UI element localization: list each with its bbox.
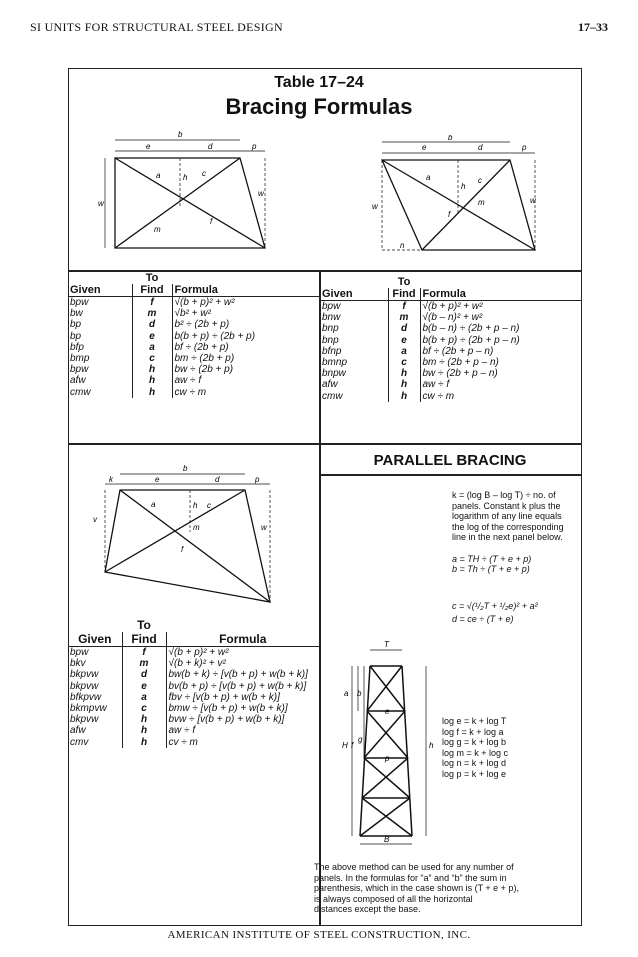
text-line: parenthesis, which in the case shown is (T + e + p), <box>314 883 519 893</box>
text-line: line in the next panel below. <box>452 532 563 542</box>
label-a: a <box>156 171 161 180</box>
cell-find: f <box>122 647 166 659</box>
col-to: To <box>137 618 151 632</box>
label-b: b <box>448 135 453 142</box>
label-n: n <box>400 241 405 250</box>
running-header: SI UNITS FOR STRUCTURAL STEEL DESIGN <box>30 20 283 34</box>
table-row <box>68 375 319 386</box>
label-w: w <box>261 523 267 532</box>
label-h: h <box>461 182 466 191</box>
label-b: b <box>357 689 362 698</box>
table-row <box>320 368 582 379</box>
cell-find: m <box>132 308 172 319</box>
cell-formula: √(b + p)² + w² <box>420 301 582 313</box>
cell-find: d <box>132 319 172 330</box>
cell-given: bpw <box>70 647 89 659</box>
cell-find: c <box>122 703 166 714</box>
table-number: Table 17–24 <box>274 74 364 91</box>
cell-find: d <box>122 669 166 680</box>
col-formula: Formula <box>420 288 582 301</box>
text-line: k = (log B – log T) ÷ no. of <box>452 490 556 500</box>
eq-b: b = Th ÷ (T + e + p) <box>452 564 530 574</box>
col-to: To <box>397 276 411 288</box>
col-formula: Formula <box>172 284 319 297</box>
cell-find: d <box>388 323 420 334</box>
parallel-bracing-title: PARALLEL BRACING <box>373 452 527 469</box>
label-a: a <box>426 173 431 182</box>
label-c: c <box>202 169 206 178</box>
cell-find: f <box>388 301 420 313</box>
label-h: h <box>429 741 434 750</box>
cell-given: bmnp <box>322 357 348 369</box>
cell-given: cmv <box>70 736 89 748</box>
label-w2: w <box>530 196 536 205</box>
cell-find: h <box>388 391 420 402</box>
label-H: H <box>342 741 348 750</box>
label-m: m <box>478 198 485 207</box>
cell-formula: √(b + p)² + w² <box>172 297 319 309</box>
text-line: distances except the base. <box>314 904 421 914</box>
label-g: g <box>358 735 363 744</box>
cell-given: bkpvw <box>70 669 99 681</box>
label-v: v <box>93 515 97 524</box>
label-a: a <box>151 500 156 509</box>
table-row <box>68 692 319 703</box>
cell-formula: √(b + p)² + w² <box>166 647 319 659</box>
table-row <box>68 658 319 669</box>
formula-table-left <box>68 272 319 398</box>
cell-given: bnp <box>322 334 339 346</box>
note-k <box>452 490 580 543</box>
table-row <box>320 379 582 390</box>
label-d: d <box>208 142 213 151</box>
table-row <box>320 323 582 334</box>
text-line: panels. Constant k plus the <box>452 500 561 511</box>
label-k: k <box>109 475 113 484</box>
rule-parallel <box>319 474 582 476</box>
cell-formula: bw(b + k) ÷ [v(b + p) + w(b + k)] <box>166 669 319 680</box>
table-row <box>68 308 319 319</box>
eq-c: c = √(¹/₂T + ¹/₂e)² + a² <box>452 601 538 611</box>
formula-table-right <box>320 276 582 402</box>
cell-formula: bmw ÷ [v(b + p) + w(b + k)] <box>166 703 319 714</box>
cell-find: e <box>388 335 420 346</box>
cell-find: h <box>132 364 172 375</box>
table-row <box>68 342 319 353</box>
cell-given: bp <box>70 319 82 331</box>
page-footer: AMERICAN INSTITUTE OF STEEL CONSTRUCTION, INC. <box>167 929 471 941</box>
cell-formula: bvw ÷ [v(b + p) + w(b + k)] <box>166 714 319 725</box>
cell-find: h <box>132 387 172 398</box>
cell-given: bfnp <box>322 345 342 357</box>
label-f: f <box>351 741 354 750</box>
cell-formula: √(b + k)² + v² <box>166 658 319 669</box>
diagram-middle-left <box>85 462 285 612</box>
col-find: Find <box>132 284 172 297</box>
cell-formula: bf ÷ (2b + p – n) <box>420 346 582 357</box>
label-c: c <box>207 501 211 510</box>
text-line: panels. In the formulas for “a” and “b” the sum in <box>314 872 507 883</box>
text-line: the log of the corresponding <box>452 521 564 532</box>
cell-find: h <box>388 379 420 390</box>
cell-find: a <box>122 692 166 703</box>
col-find: Find <box>122 632 166 647</box>
table-row <box>68 703 319 714</box>
cell-given: bnpw <box>322 368 346 380</box>
text-line: log m = k + log c <box>442 747 509 758</box>
label-f: f <box>210 217 213 226</box>
cell-given: bkpvw <box>70 714 99 726</box>
cell-find: h <box>132 375 172 386</box>
cell-find: m <box>388 312 420 323</box>
footnote <box>314 862 576 915</box>
diagram-parallel-tower <box>330 636 440 846</box>
cell-find: e <box>122 681 166 692</box>
cell-formula: bw ÷ (2b + p – n) <box>420 368 582 379</box>
cell-formula: b² ÷ (2b + p) <box>172 319 319 330</box>
cell-formula: aw ÷ f <box>172 375 319 386</box>
label-w: w <box>98 199 104 208</box>
text-line: log g = k + log b <box>442 737 507 747</box>
cell-find: e <box>132 331 172 342</box>
cell-formula: bf ÷ (2b + p) <box>172 342 319 353</box>
label-T: T <box>384 640 389 649</box>
label-m: m <box>193 523 200 532</box>
text-line: The above method can be used for any number of <box>314 862 514 872</box>
cell-formula: √(b – n)² + w² <box>420 312 582 323</box>
cell-given: bp <box>70 330 82 342</box>
cell-given: afw <box>322 379 338 391</box>
cell-formula: aw ÷ f <box>420 379 582 390</box>
cell-given: bmp <box>70 353 90 365</box>
cell-formula: aw ÷ f <box>166 725 319 736</box>
cell-formula: bm ÷ (2b + p) <box>172 353 319 364</box>
text-line: is always composed of all the horizontal <box>314 893 473 904</box>
table-row <box>68 647 319 659</box>
cell-find: f <box>132 297 172 309</box>
cell-given: bpw <box>322 301 341 313</box>
label-d: d <box>215 475 220 484</box>
col-find: Find <box>388 288 420 301</box>
text-line: log n = k + log d <box>442 758 507 768</box>
text-line: log e = k + log T <box>442 716 507 726</box>
cell-find: h <box>122 725 166 736</box>
cell-formula: bm ÷ (2b + p – n) <box>420 357 582 368</box>
eq-a: a = TH ÷ (T + e + p) <box>452 554 532 564</box>
cell-formula: cw ÷ m <box>172 387 319 398</box>
table-row <box>320 346 582 357</box>
cell-given: afw <box>70 725 86 737</box>
label-e: e <box>155 475 160 484</box>
rule-mid <box>68 443 582 445</box>
diagram-top-right <box>360 135 560 270</box>
label-c: c <box>478 176 482 185</box>
cell-given: bkmpvw <box>70 703 107 715</box>
cell-find: a <box>388 346 420 357</box>
label-f: f <box>181 545 184 554</box>
cell-formula: fbv ÷ [v(b + p) + w(b + k)] <box>166 692 319 703</box>
label-e: e <box>422 143 427 152</box>
label-b: b <box>178 130 183 139</box>
label-w2: w <box>258 189 264 198</box>
col-given: Given <box>70 284 101 296</box>
table-row <box>320 357 582 368</box>
cell-given: bnw <box>322 312 341 324</box>
label-f: f <box>448 210 451 219</box>
table-row <box>68 364 319 375</box>
text-line: logarithm of any line equals <box>452 511 562 521</box>
table-row <box>68 681 319 692</box>
log-equations <box>442 716 508 779</box>
formula-table-bottom <box>68 618 319 748</box>
label-w: w <box>372 202 378 211</box>
table-row <box>320 335 582 346</box>
table-row <box>68 387 319 398</box>
cell-formula: cv ÷ m <box>166 737 319 748</box>
table-row <box>68 725 319 736</box>
cell-formula: b(b + p) ÷ (2b + p – n) <box>420 335 582 346</box>
cell-find: h <box>122 714 166 725</box>
cell-find: h <box>388 368 420 379</box>
label-e: e <box>146 142 151 151</box>
cell-formula: bw ÷ (2b + p) <box>172 364 319 375</box>
col-to: To <box>145 272 159 284</box>
table-row <box>68 353 319 364</box>
eq-d: d = ce ÷ (T + e) <box>452 614 514 624</box>
cell-formula: √b² + w² <box>172 308 319 319</box>
label-p: p <box>385 754 390 763</box>
table-row <box>320 301 582 313</box>
table-row <box>320 391 582 402</box>
cell-formula: cw ÷ m <box>420 391 582 402</box>
label-p: p <box>252 142 257 151</box>
page-number: 17–33 <box>578 20 608 34</box>
col-formula: Formula <box>166 632 319 647</box>
table-row <box>68 331 319 342</box>
cell-find: c <box>388 357 420 368</box>
table-row <box>68 297 319 309</box>
cell-find: m <box>122 658 166 669</box>
col-given: Given <box>322 288 353 300</box>
cell-given: cmw <box>70 386 91 398</box>
label-e: e <box>385 707 390 716</box>
text-line: log f = k + log a <box>442 726 504 737</box>
text-line: log p = k + log e <box>442 768 507 779</box>
table-row <box>320 312 582 323</box>
cell-given: bpw <box>70 297 89 309</box>
label-B: B <box>384 835 390 844</box>
cell-given: bkv <box>70 658 86 670</box>
label-b: b <box>183 464 188 473</box>
cell-given: bnp <box>322 323 339 335</box>
cell-given: cmw <box>322 390 343 402</box>
label-d: d <box>478 143 483 152</box>
label-p: p <box>522 143 527 152</box>
cell-given: bfp <box>70 341 84 353</box>
col-given: Given <box>78 632 112 646</box>
label-h: h <box>193 501 198 510</box>
cell-given: bkpvw <box>70 680 99 692</box>
cell-formula: b(b – n) ÷ (2b + p – n) <box>420 323 582 334</box>
cell-find: h <box>122 737 166 748</box>
label-h: h <box>183 173 188 182</box>
cell-find: c <box>132 353 172 364</box>
diagram-top-left <box>80 128 280 268</box>
cell-find: a <box>132 342 172 353</box>
table-row <box>68 669 319 680</box>
table-row <box>68 319 319 330</box>
label-a: a <box>344 689 349 698</box>
label-m: m <box>154 225 161 234</box>
table-row <box>68 714 319 725</box>
cell-formula: bv(b + p) ÷ [v(b + p) + w(b + k)] <box>166 681 319 692</box>
table-row <box>68 737 319 748</box>
cell-given: bfkpvw <box>70 691 102 703</box>
cell-given: afw <box>70 375 86 387</box>
label-p: p <box>255 475 260 484</box>
cell-given: bw <box>70 308 83 320</box>
cell-given: bpw <box>70 364 89 376</box>
table-title: Bracing Formulas <box>225 94 413 119</box>
cell-formula: b(b + p) ÷ (2b + p) <box>172 331 319 342</box>
